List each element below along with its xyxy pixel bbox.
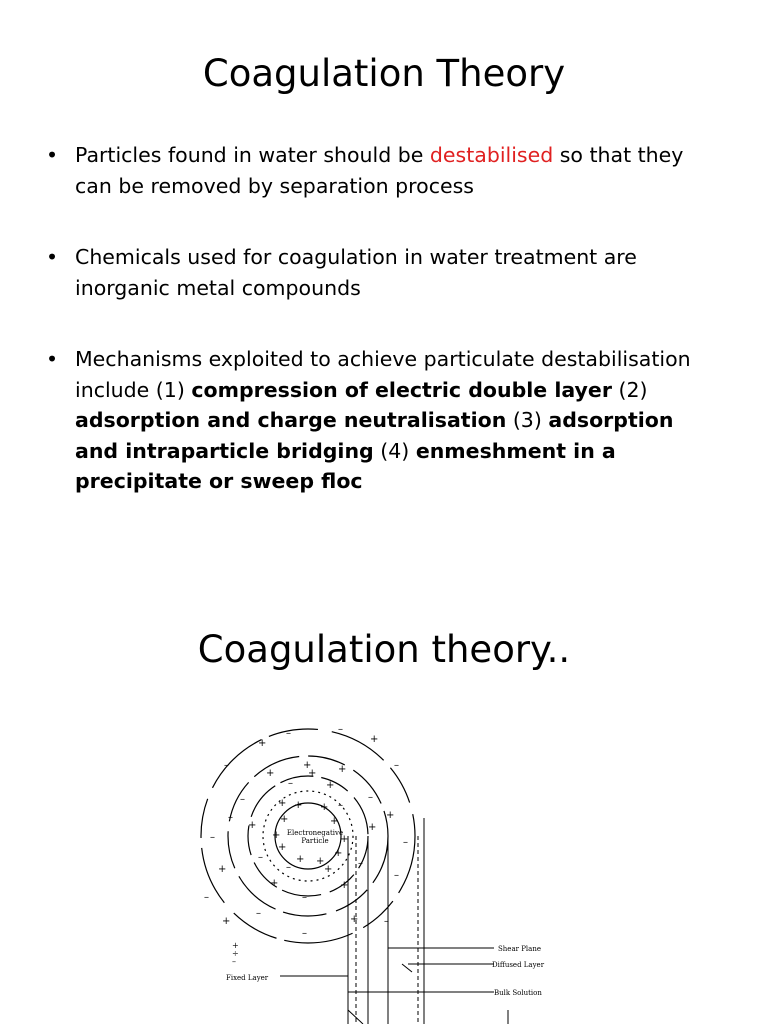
mechanism-3-number: (3) — [506, 408, 549, 432]
fixed-layer-label: Fixed Layer — [226, 974, 269, 982]
slide-1-title: Coagulation Theory — [202, 52, 566, 95]
svg-text:+: + — [330, 816, 339, 827]
mechanism-4-number: (4) — [373, 438, 416, 463]
bullet-1-text: Particles found in water should be — [75, 143, 430, 167]
svg-text:+: + — [280, 814, 289, 825]
svg-text:+: + — [248, 820, 257, 831]
svg-text:–: – — [240, 794, 245, 805]
svg-text:–: – — [204, 892, 209, 903]
svg-text:–: – — [210, 832, 215, 843]
svg-text:+: + — [370, 734, 379, 745]
reference-lines — [280, 818, 508, 1024]
svg-text:+: + — [296, 854, 305, 865]
svg-text:–: – — [368, 792, 373, 803]
svg-text:–: – — [286, 862, 291, 873]
svg-text:+: + — [338, 764, 347, 775]
axis-ticks — [232, 941, 239, 966]
highlight-destabilised: destabilised — [429, 143, 554, 167]
svg-text:–: – — [302, 892, 307, 903]
svg-text:+: + — [320, 802, 329, 813]
svg-text:+: + — [266, 768, 275, 779]
bullet-item-2 — [46, 242, 706, 303]
mechanism-2-number: (2) — [611, 377, 648, 402]
svg-text:+: + — [340, 880, 349, 891]
svg-text:–: – — [394, 870, 399, 881]
bulk-solution-label: Bulk Solution — [494, 989, 542, 997]
svg-text:+: + — [303, 760, 312, 771]
svg-text:–: – — [358, 858, 363, 869]
bullet-item-1 — [46, 140, 706, 201]
svg-text:–: – — [228, 812, 233, 823]
diffused-layer-label: Diffused Layer — [492, 961, 545, 969]
bullet-3-text: Mechanisms exploited to achieve particulate destabilisation include (1) — [75, 347, 691, 402]
svg-text:+: + — [218, 864, 227, 875]
svg-text:+: + — [326, 780, 335, 791]
svg-text:+: + — [350, 914, 359, 925]
slide-2 — [0, 576, 768, 1024]
svg-text:–: – — [394, 760, 399, 771]
svg-text:–: – — [338, 724, 343, 735]
svg-text:+: + — [324, 864, 333, 875]
bullet-list — [46, 140, 706, 538]
bullet-item-3 — [46, 344, 706, 497]
slide-2-title: Coagulation theory.. — [197, 628, 571, 671]
svg-text:+: + — [232, 941, 239, 950]
svg-text:–: – — [258, 852, 263, 863]
svg-text:+: + — [278, 842, 287, 853]
svg-text:–: – — [256, 908, 261, 919]
svg-text:÷: ÷ — [232, 949, 239, 958]
svg-text:–: – — [288, 778, 293, 789]
svg-text:–: – — [403, 837, 408, 848]
mechanism-3: adsorption and intraparticle bridging — [75, 408, 674, 463]
svg-text:–: – — [384, 916, 389, 927]
svg-text:+: + — [386, 810, 395, 821]
svg-text:+: + — [278, 798, 287, 809]
svg-text:+: + — [340, 834, 349, 845]
mechanism-4: enmeshment in a precipitate or sweep floc — [75, 438, 616, 493]
bullet-1-text-end: so that they can be removed by separation process — [75, 143, 684, 198]
svg-text:+: + — [308, 768, 317, 779]
svg-text:+: + — [258, 738, 267, 749]
svg-text:–: – — [302, 928, 307, 939]
mechanism-2: adsorption and charge neutralisation — [75, 408, 507, 432]
shear-plane-label: Shear Plane — [498, 945, 541, 953]
particle-label-1: Electronegative — [286, 829, 344, 837]
svg-text:+: + — [270, 878, 279, 889]
svg-text:+: + — [368, 822, 377, 833]
mechanism-1: compression of electric double layer — [191, 377, 612, 402]
svg-text:+: + — [222, 916, 231, 927]
svg-text:+: + — [272, 830, 281, 841]
svg-text:–: – — [224, 760, 229, 771]
svg-text:–: – — [232, 957, 236, 966]
svg-text:–: – — [338, 800, 343, 811]
svg-text:+: + — [334, 848, 343, 859]
double-layer-diagram — [198, 710, 558, 1024]
bullet-2-text: Chemicals used for coagulation in water treatment are inorganic metal compounds — [75, 245, 637, 300]
svg-text:+: + — [294, 800, 303, 811]
particle-label-2: Particle — [301, 837, 329, 845]
svg-text:+: + — [316, 856, 325, 867]
svg-text:–: – — [286, 728, 291, 739]
